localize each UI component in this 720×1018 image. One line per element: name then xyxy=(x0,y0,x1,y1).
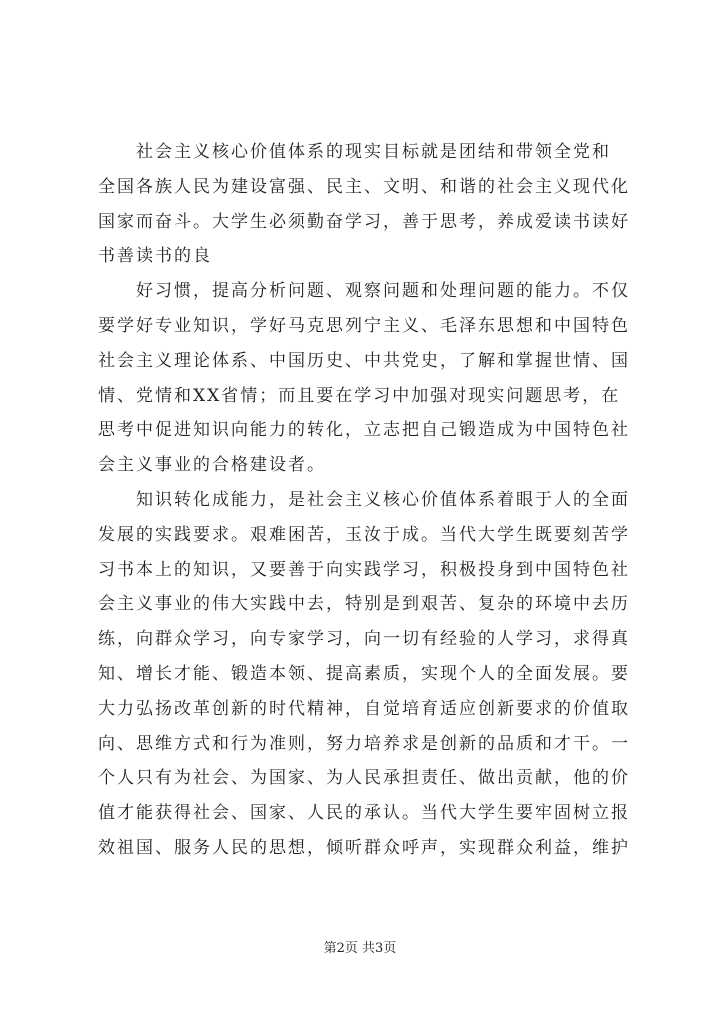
text-line: 会主义事业的伟大实践中去，特别是到艰苦、复杂的环境中去历 xyxy=(98,594,630,615)
text-line: 向、思维方式和行为准则，努力培养求是创新的品质和才干。一 xyxy=(98,733,630,754)
page-footer: 第2页 共3页 xyxy=(323,941,397,956)
text-line: 发展的实践要求。艰难困苦，玉汝于成。当代大学生既要刻苦学 xyxy=(98,524,630,545)
text-line: 值才能获得社会、国家、人民的承认。当代大学生要牢固树立报 xyxy=(98,803,630,824)
text-line: 效祖国、服务人民的思想，倾听群众呼声，实现群众利益，维护 xyxy=(98,837,630,858)
body-text xyxy=(98,135,634,866)
text-line: 知识转化成能力，是社会主义核心价值体系着眼于人的全面 xyxy=(136,489,630,510)
text-line: 个人只有为社会、为国家、为人民承担责任、做出贡献，他的价 xyxy=(98,768,630,789)
text-line: 书善读书的良 xyxy=(98,246,212,267)
text-line: 思考中促进知识向能力的转化，立志把自己锻造成为中国特色社 xyxy=(98,420,630,441)
text-line: 好习惯，提高分析问题、观察问题和处理问题的能力。不仅 xyxy=(136,281,630,302)
text-line: 要学好专业知识，学好马克思列宁主义、毛泽东思想和中国特色 xyxy=(98,315,630,336)
text-line: 国家而奋斗。大学生必须勤奋学习，善于思考，养成爱读书读好 xyxy=(98,211,630,232)
text-line: 知、增长才能、锻造本领、提高素质，实现个人的全面发展。要 xyxy=(98,663,630,684)
text-line: 习书本上的知识，又要善于向实践学习，积极投身到中国特色社 xyxy=(98,559,630,580)
text-line: 情、党情和XX省情；而且要在学习中加强对现实问题思考，在 xyxy=(98,385,621,406)
text-line: 大力弘扬改革创新的时代精神，自觉培育适应创新要求的价值取 xyxy=(98,698,630,719)
text-line: 会主义事业的合格建设者。 xyxy=(98,455,326,476)
text-line: 全国各族人民为建设富强、民主、文明、和谐的社会主义现代化 xyxy=(98,176,630,197)
text-line: 社会主义理论体系、中国历史、中共党史，了解和掌握世情、国 xyxy=(98,350,630,371)
text-line: 社会主义核心价值体系的现实目标就是团结和带领全党和 xyxy=(136,142,611,162)
text-line: 练，向群众学习，向专家学习，向一切有经验的人学习，求得真 xyxy=(98,629,630,650)
